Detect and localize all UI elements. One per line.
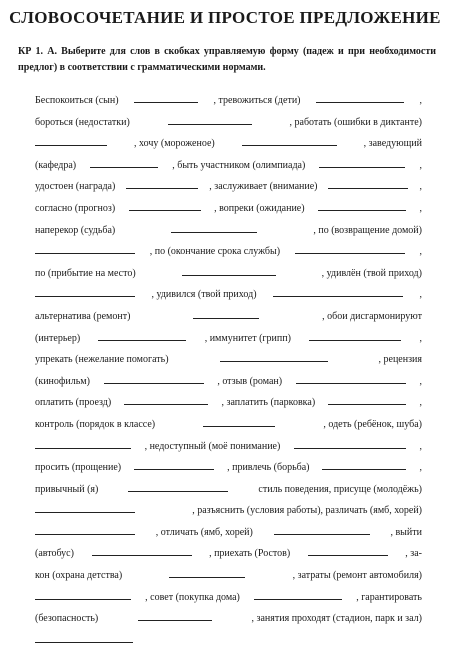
exercise-line [35,90,422,112]
line-text: , тревожиться (дети) [213,95,301,106]
line-text: , работать (ошибки в диктанте) [289,116,422,128]
answer-blank [273,286,403,297]
line-text: , за- [405,548,422,560]
answer-blank [104,373,204,384]
answer-blank [328,394,406,405]
line-text: , [419,462,422,474]
line-text: удостоен (награда) [35,181,116,193]
exercise-line [35,220,422,242]
line-text: , иммунитет (грипп) [204,332,291,344]
line-text: , отличать (ямб, хорей) [155,526,253,538]
answer-blank [169,567,245,578]
answer-blank [35,286,135,297]
answer-blank [98,330,186,341]
answer-blank [322,459,406,470]
line-text: кон (охрана детства) [35,570,123,582]
answer-blank [295,243,405,254]
answer-blank [134,459,214,470]
answer-blank [35,135,107,146]
line-text: (безопасность) [35,613,99,625]
exercise-line [35,306,422,328]
answer-blank [126,178,198,189]
line-text: контроль (порядок в классе) [35,418,156,430]
line-text: , [419,397,422,409]
answer-blank [318,200,406,211]
line-text: , [419,95,422,106]
line-text: , одеть (ребёнок, шуба) [323,418,422,430]
exercise-line [35,414,422,436]
line-text: , по (окончание срока службы) [149,246,281,258]
line-text: , [419,375,422,387]
answer-blank [138,610,212,621]
exercise-line [35,630,422,651]
line-text: , удивился (твой приход) [151,289,257,301]
line-text: , затраты (ремонт автомобиля) [292,570,422,582]
line-text: , отзыв (роман) [217,375,283,387]
line-text: , [419,332,422,344]
answer-blank [274,524,370,535]
line-text: , по (возвращение домой) [313,224,422,236]
line-text: , [419,181,422,193]
exercise-line [35,500,422,522]
task-instruction: КР 1. А. Выберите для слов в скобках управляемую форму (падеж и при необходимости предлог) в соответствии с грамматическими нормами. [18,46,436,73]
exercise-line [35,176,422,198]
line-text: , рецензия [378,354,422,366]
line-text: , заслуживает (внимание) [209,181,318,193]
answer-blank [294,438,406,449]
line-text: упрекать (нежелание помогать) [35,354,169,366]
line-text: , привлечь (борьба) [227,462,310,474]
line-text: , быть участником (олимпиада) [172,159,306,171]
answer-blank [35,243,135,254]
line-text: , вопреки (ожидание) [214,202,305,214]
answer-blank [328,178,408,189]
exercise-line [35,241,422,263]
line-text: , разъяснить (условия работы), различать (ямб, хорей) [192,505,422,517]
exercise-line [35,349,422,371]
line-text: (автобус) [35,548,74,560]
answer-blank [309,330,401,341]
exercise-line [35,263,422,285]
line-text: , недоступный (моё понимание) [144,440,281,452]
exercise-line [35,587,422,609]
exercise-line [35,133,422,155]
answer-blank [296,373,406,384]
exercise-line [35,198,422,220]
line-text: согласно (прогноз) [35,202,116,214]
exercise-body [35,90,422,651]
answer-blank [220,351,328,362]
page-title: СЛОВОСОЧЕТАНИЕ И ПРОСТОЕ ПРЕДЛОЖЕНИЕ [9,8,441,27]
line-text: (кинофильм) [35,375,90,387]
exercise-line [35,522,422,544]
answer-blank [35,438,131,449]
line-text: , [419,246,422,258]
exercise-line [35,436,422,458]
line-text: , совет (покупка дома) [145,591,240,603]
answer-blank [128,481,228,492]
line-text: оплатить (проезд) [35,397,112,409]
line-text: , гарантировать [356,591,422,603]
answer-blank [319,157,405,168]
answer-blank [203,416,275,427]
line-text: , [419,289,422,301]
exercise-line [35,457,422,479]
answer-blank [35,502,135,513]
line-text: , обои дисгармонируют [322,310,422,322]
exercise-line [35,284,422,306]
line-text: , [419,202,422,214]
answer-blank [171,222,257,233]
line-text: (интерьер) [35,332,81,344]
line-text: (кафедра) [35,159,77,171]
line-text: по (прибытие на место) [35,267,136,279]
line-text: просить (прощение) [35,462,122,474]
line-text: , хочу (мороженое) [133,138,215,150]
exercise-line [35,565,422,587]
line-text: , приехать (Ростов) [209,548,291,560]
line-text: , заведующий [363,138,422,150]
line-text: , заплатить (парковка) [221,397,316,409]
answer-blank [316,92,404,103]
answer-blank [35,524,135,535]
answer-blank [35,589,131,600]
line-text: привычный (я) [35,483,99,495]
exercise-line [35,479,422,501]
answer-blank [129,200,201,211]
answer-blank [308,545,388,556]
answer-blank [193,308,259,319]
exercise-line [35,608,422,630]
answer-blank [242,135,337,146]
exercise-line [35,155,422,177]
line-text: альтернатива (ремонт) [35,310,131,322]
line-text: , занятия проходят (стадион, парк и зал) [251,613,422,625]
line-text: , [419,159,422,171]
answer-blank [134,92,198,103]
line-text: , удивлён (твой приход) [321,267,422,279]
answer-blank [90,157,158,168]
exercise-line [35,328,422,350]
line-text: стиль поведения, присуще (молодёжь) [258,483,422,495]
answer-blank [35,632,133,643]
line-text: Беспокоиться (сын) [35,95,119,106]
answer-blank [254,589,342,600]
exercise-line [35,392,422,414]
line-text: бороться (недостатки) [35,116,130,128]
line-text: , выйти [390,526,422,538]
answer-blank [182,265,276,276]
answer-blank [92,545,192,556]
exercise-line [35,371,422,393]
line-text: , [419,440,422,452]
line-text: наперекор (судьба) [35,224,116,236]
answer-blank [124,394,208,405]
exercise-line [35,112,422,134]
answer-blank [168,114,252,125]
exercise-line [35,543,422,565]
